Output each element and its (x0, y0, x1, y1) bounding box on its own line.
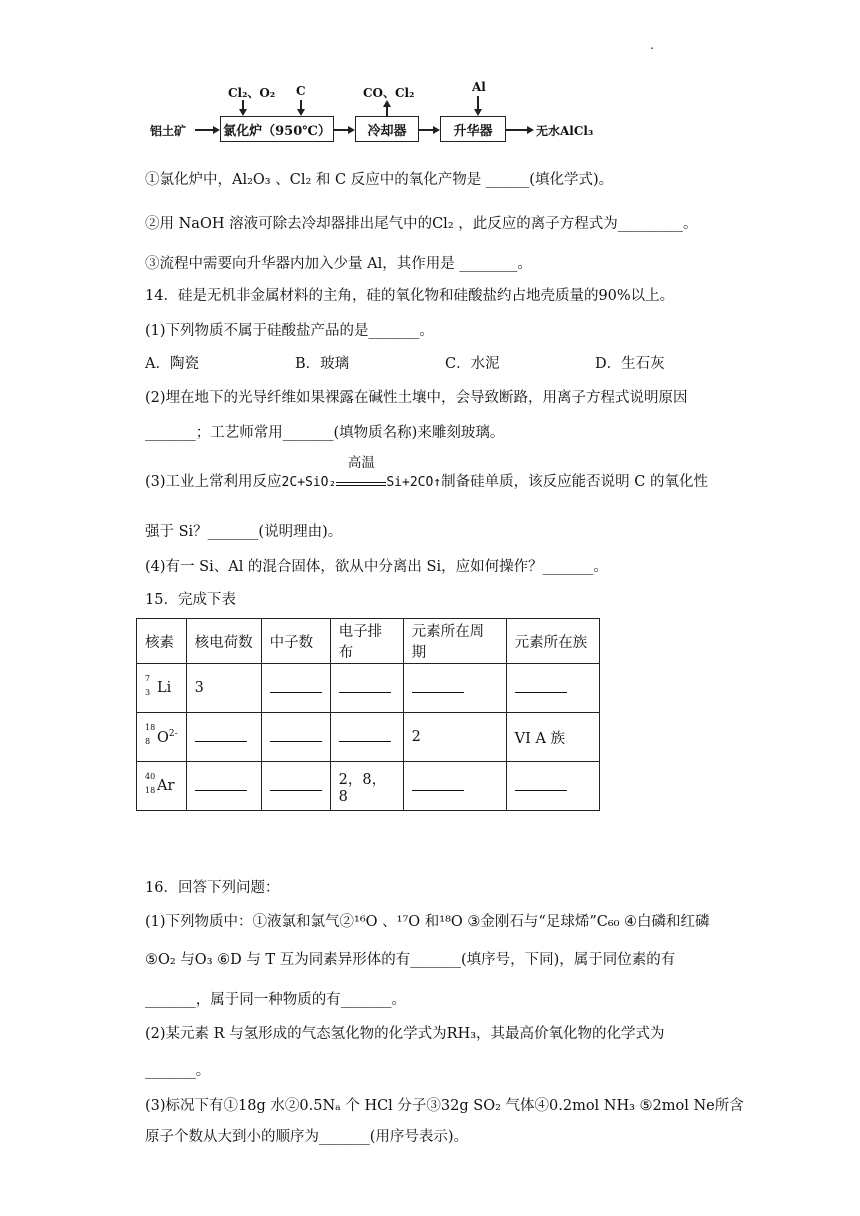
table-header-cell: 元素所在周期 (403, 619, 506, 664)
arrow-down (239, 109, 247, 116)
mass-number: 40 (145, 772, 156, 781)
option-b: B．玻璃 (295, 356, 350, 372)
nuclide-cell (137, 762, 187, 811)
table-cell-blank (261, 664, 330, 713)
table-cell-blank (330, 664, 403, 713)
cooler-box: 冷却器 (355, 116, 419, 142)
flow-line (477, 96, 479, 110)
table-cell-blank (261, 713, 330, 762)
nuclide-symbol (145, 722, 178, 746)
nuclide-cell (137, 713, 187, 762)
reaction-right: Si+2CO↑ (386, 475, 442, 490)
q16-part2-line1: (2)某元素 R 与氢形成的气态氢化物的化学式为RH₃，其最高价氧化物的化学式为 (145, 1026, 665, 1042)
table-cell: 2，8，8 (330, 762, 403, 811)
arrow-right (213, 126, 220, 134)
condition-label: 高温 (347, 455, 375, 471)
flow-input-al: Al (472, 80, 486, 94)
table-header-cell: 电子排布 (330, 619, 403, 664)
q14-part3-line2: 强于 Si？_______(说明理由)。 (145, 524, 343, 540)
flow-line (195, 129, 215, 131)
q16-part2-line2: _______。 (145, 1063, 211, 1079)
nuclide-symbol (145, 772, 175, 795)
nuclide-cell (137, 664, 187, 713)
q16-part3-line2: 原子个数从大到小的顺序为_______(用序号表示)。 (145, 1129, 469, 1145)
arrow-right (348, 126, 355, 134)
flow-line (506, 129, 528, 131)
arrow-down (474, 109, 482, 116)
reaction-condition (336, 455, 386, 486)
table-cell: 3 (186, 664, 261, 713)
table-cell-blank (186, 713, 261, 762)
q14-part3-line1 (145, 455, 708, 493)
q13-part1: ①氯化炉中，Al₂O₃ 、Cl₂ 和 C 反应中的氧化产物是 ______(填化学式)。 (145, 172, 614, 188)
q13-part3: ③流程中需要向升华器内加入少量 Al，其作用是 ________。 (145, 256, 532, 272)
table-header-row (137, 619, 600, 664)
sublimator-box: 升华器 (440, 116, 506, 142)
flow-end-label: 无水AlCl₃ (536, 124, 594, 138)
flow-input-c: C (296, 84, 306, 98)
q15-title: 15．完成下表 (145, 592, 236, 608)
table-header-cell: 元素所在族 (506, 619, 599, 664)
atomic-number: 3 (145, 688, 151, 697)
mass-number: 18 (145, 722, 156, 732)
flow-line (334, 129, 349, 131)
chlorination-furnace-box: 氯化炉（950℃） (220, 116, 334, 142)
table-header-cell: 中子数 (261, 619, 330, 664)
table-row (137, 664, 600, 713)
q14-part3-suffix: 制备硅单质，该反应能否说明 C 的氧化性 (441, 474, 708, 490)
q14-part2-line1: (2)埋在地下的光导纤维如果裸露在碱性土壤中，会导致断路，用离子方程式说明原因 (145, 390, 688, 406)
nuclide-table (136, 618, 600, 811)
option-a: A．陶瓷 (145, 356, 199, 372)
arrow-down (297, 109, 305, 116)
q16-part1-line2: ⑤O₂ 与O₃ ⑥D 与 T 互为同素异形体的有_______(填序号，下同)，属于同位素的有 (145, 952, 676, 968)
q14-part1: (1)下列物质不属于硅酸盐产品的是_______。 (145, 323, 434, 339)
option-d: D．生石灰 (595, 356, 665, 372)
table-cell: 2 (403, 713, 506, 762)
atomic-number: 18 (145, 786, 156, 795)
element-symbol: O (157, 729, 169, 746)
arrow-right (527, 126, 534, 134)
flow-input-cl2-o2: Cl₂、O₂ (228, 86, 276, 100)
table-cell-blank (403, 762, 506, 811)
mass-number: 7 (145, 674, 151, 683)
ion-charge: 2- (168, 728, 178, 739)
element-symbol: Li (157, 680, 172, 696)
table-cell-blank (506, 762, 599, 811)
nuclide-symbol (145, 674, 172, 697)
table-header-cell: 核电荷数 (186, 619, 261, 664)
flow-output-gas: CO、Cl₂ (363, 86, 415, 100)
q13-part2: ②用 NaOH 溶液可除去冷却器排出尾气中的Cl₂ ，此反应的离子方程式为_________。 (145, 216, 698, 232)
process-flowchart (150, 80, 750, 150)
equals-sign (336, 482, 386, 486)
table-cell-blank (330, 713, 403, 762)
arrow-right (433, 126, 440, 134)
flow-start-label: 铝土矿 (150, 124, 187, 138)
q16-part1-line1: (1)下列物质中：①液氯和氯气②¹⁶O 、¹⁷O 和¹⁸O ③金刚石与“足球烯”C₆₀ ④白磷和红磷 (145, 914, 710, 930)
q14-part3-prefix: (3)工业上常利用反应 (145, 474, 282, 490)
flow-line (419, 129, 434, 131)
q16-part3-line1: (3)标况下有①18g 水②0.5Nₐ 个 HCl 分子③32g SO₂ 气体④0.2mol NH₃ ⑤2mol Ne所含 (145, 1098, 744, 1114)
flow-line (386, 106, 388, 116)
table-cell-blank (403, 664, 506, 713)
table-cell-blank (261, 762, 330, 811)
q16-title: 16．回答下列问题： (145, 880, 280, 896)
table-row (137, 762, 600, 811)
q14-part4: (4)有一 Si、Al 的混合固体，欲从中分离出 Si，应如何操作？_______。 (145, 559, 608, 575)
option-c: C．水泥 (445, 356, 500, 372)
table-cell-blank (186, 762, 261, 811)
table-row (137, 713, 600, 762)
q16-part1-line3: _______，属于同一种物质的有_______。 (145, 992, 406, 1008)
table-cell: VI A 族 (506, 713, 599, 762)
atomic-number: 8 (145, 736, 151, 746)
q14-part2-line2: _______；工艺师常用_______(填物质名称)来雕刻玻璃。 (145, 425, 505, 441)
q14-options (145, 354, 745, 374)
element-symbol: Ar (157, 778, 175, 794)
table-cell-blank (506, 664, 599, 713)
corner-mark: . (650, 38, 654, 52)
q14-title: 14．硅是无机非金属材料的主角，硅的氧化物和硅酸盐约占地壳质量的90%以上。 (145, 288, 675, 304)
reaction-left: 2C+SiO₂ (281, 475, 337, 490)
table-header-cell: 核素 (137, 619, 187, 664)
